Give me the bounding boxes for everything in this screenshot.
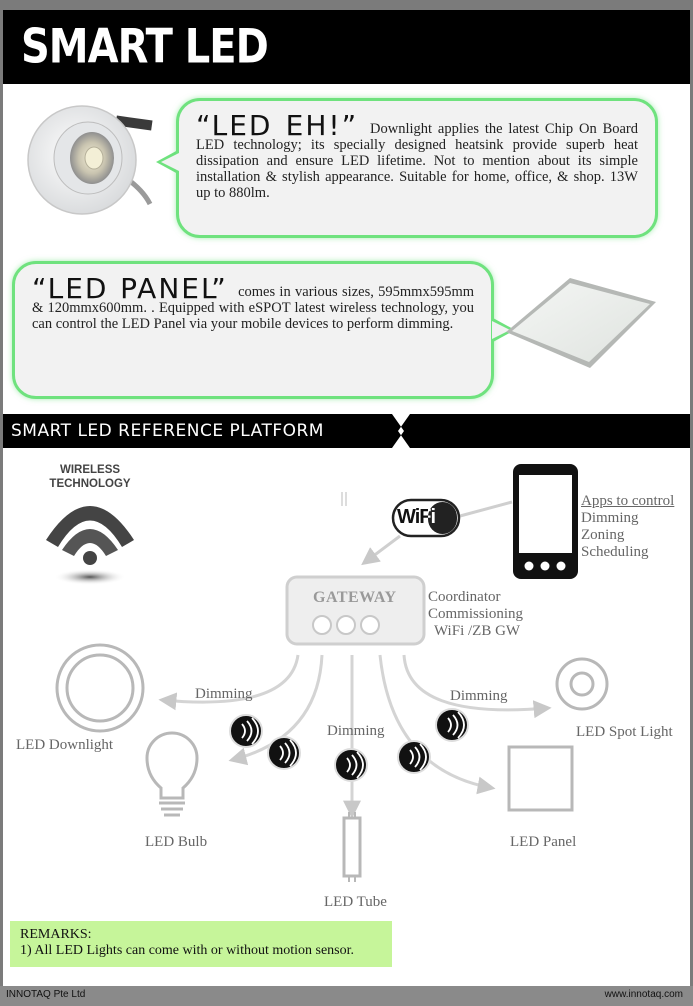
gateway-label: GATEWAY <box>313 589 397 606</box>
gateway-device-icon <box>287 577 424 644</box>
wifi-logo-text <box>397 506 435 529</box>
product-body-led-eh: Downlight applies the latest Chip On Board LED technology; its specially designed heatsink provide superb heat dissipation and ensure LED lifetime. Not to mention about its simple installation & stylish appearance. Suitable for home, office, & shop. 13W up to 880lm. <box>196 121 638 201</box>
product-title-led-panel: “LED PANEL” <box>32 272 228 305</box>
dimmer-knob-icon <box>335 749 367 781</box>
bubble-pointer-inner <box>161 153 179 171</box>
led-spot-light-icon <box>557 659 607 709</box>
wireless-signal-icon <box>46 506 134 585</box>
page-header <box>3 10 690 84</box>
led-downlight-icon <box>57 645 143 731</box>
section-title: SMART LED REFERENCE PLATFORM <box>11 421 324 441</box>
wireless-label-line: TECHNOLOGY <box>49 478 131 490</box>
dimmer-knob-icon <box>398 741 430 773</box>
apps-item-zoning: Zoning <box>581 527 625 543</box>
page-title: SMART LED <box>21 20 268 75</box>
coordinator-label <box>428 589 523 640</box>
downlight-image <box>24 104 160 216</box>
company-name: INNOTAQ Pte Ltd <box>6 989 86 1000</box>
section-header-notch <box>384 414 418 448</box>
apps-to-control <box>581 493 674 561</box>
led-bulb-icon <box>147 733 197 815</box>
smartphone-icon <box>513 464 578 579</box>
page-frame-top <box>0 0 693 10</box>
dimmer-knob-icon <box>436 709 468 741</box>
dimming-label: Dimming <box>327 723 385 739</box>
dimmer-knob-icon <box>230 715 262 747</box>
remarks-title: REMARKS: <box>20 927 92 942</box>
led-panel-icon <box>509 747 572 810</box>
led-downlight-label: LED Downlight <box>16 737 114 753</box>
led-tube-label: LED Tube <box>324 894 387 910</box>
website-link[interactable]: www.innotaq.com <box>604 989 683 1000</box>
dimming-label: Dimming <box>195 686 253 702</box>
led-tube-icon <box>344 812 360 882</box>
product-description-led-panel <box>32 272 475 332</box>
wireless-label-line: WIRELESS <box>59 464 121 476</box>
page-footer <box>0 986 693 1006</box>
wireless-technology-label <box>40 463 140 491</box>
dimmer-knob-icon <box>268 737 300 769</box>
section-header <box>3 414 690 448</box>
product-title-led-eh: “LED EH!” <box>196 109 359 142</box>
led-bulb-label: LED Bulb <box>145 834 208 850</box>
remarks-box <box>10 921 392 967</box>
apps-item-dimming: Dimming <box>581 510 639 526</box>
led-spot-light-label: LED Spot Light <box>576 724 673 740</box>
coordinator-line: Coordinator <box>428 589 501 605</box>
apps-item-scheduling: Scheduling <box>581 544 649 560</box>
product-description-led-eh <box>196 109 638 201</box>
product-body-led-panel: comes in various sizes, 595mmx595mm & 120mmx600mm. . Equipped with eSPOT latest wireless technology, you can control the LED Panel via your mobile devices to perform dimming. <box>32 284 475 332</box>
apps-title: Apps to control <box>581 493 675 509</box>
led-panel-image <box>504 276 658 370</box>
coordinator-line: Commissioning <box>428 606 524 622</box>
remarks-line: 1) All LED Lights can come with or without motion sensor. <box>20 943 355 958</box>
wifi-logo-label: WiFi <box>397 506 436 528</box>
coordinator-line: WiFi /ZB GW <box>434 623 521 639</box>
led-panel-label: LED Panel <box>510 834 577 850</box>
dimming-label: Dimming <box>450 688 508 704</box>
